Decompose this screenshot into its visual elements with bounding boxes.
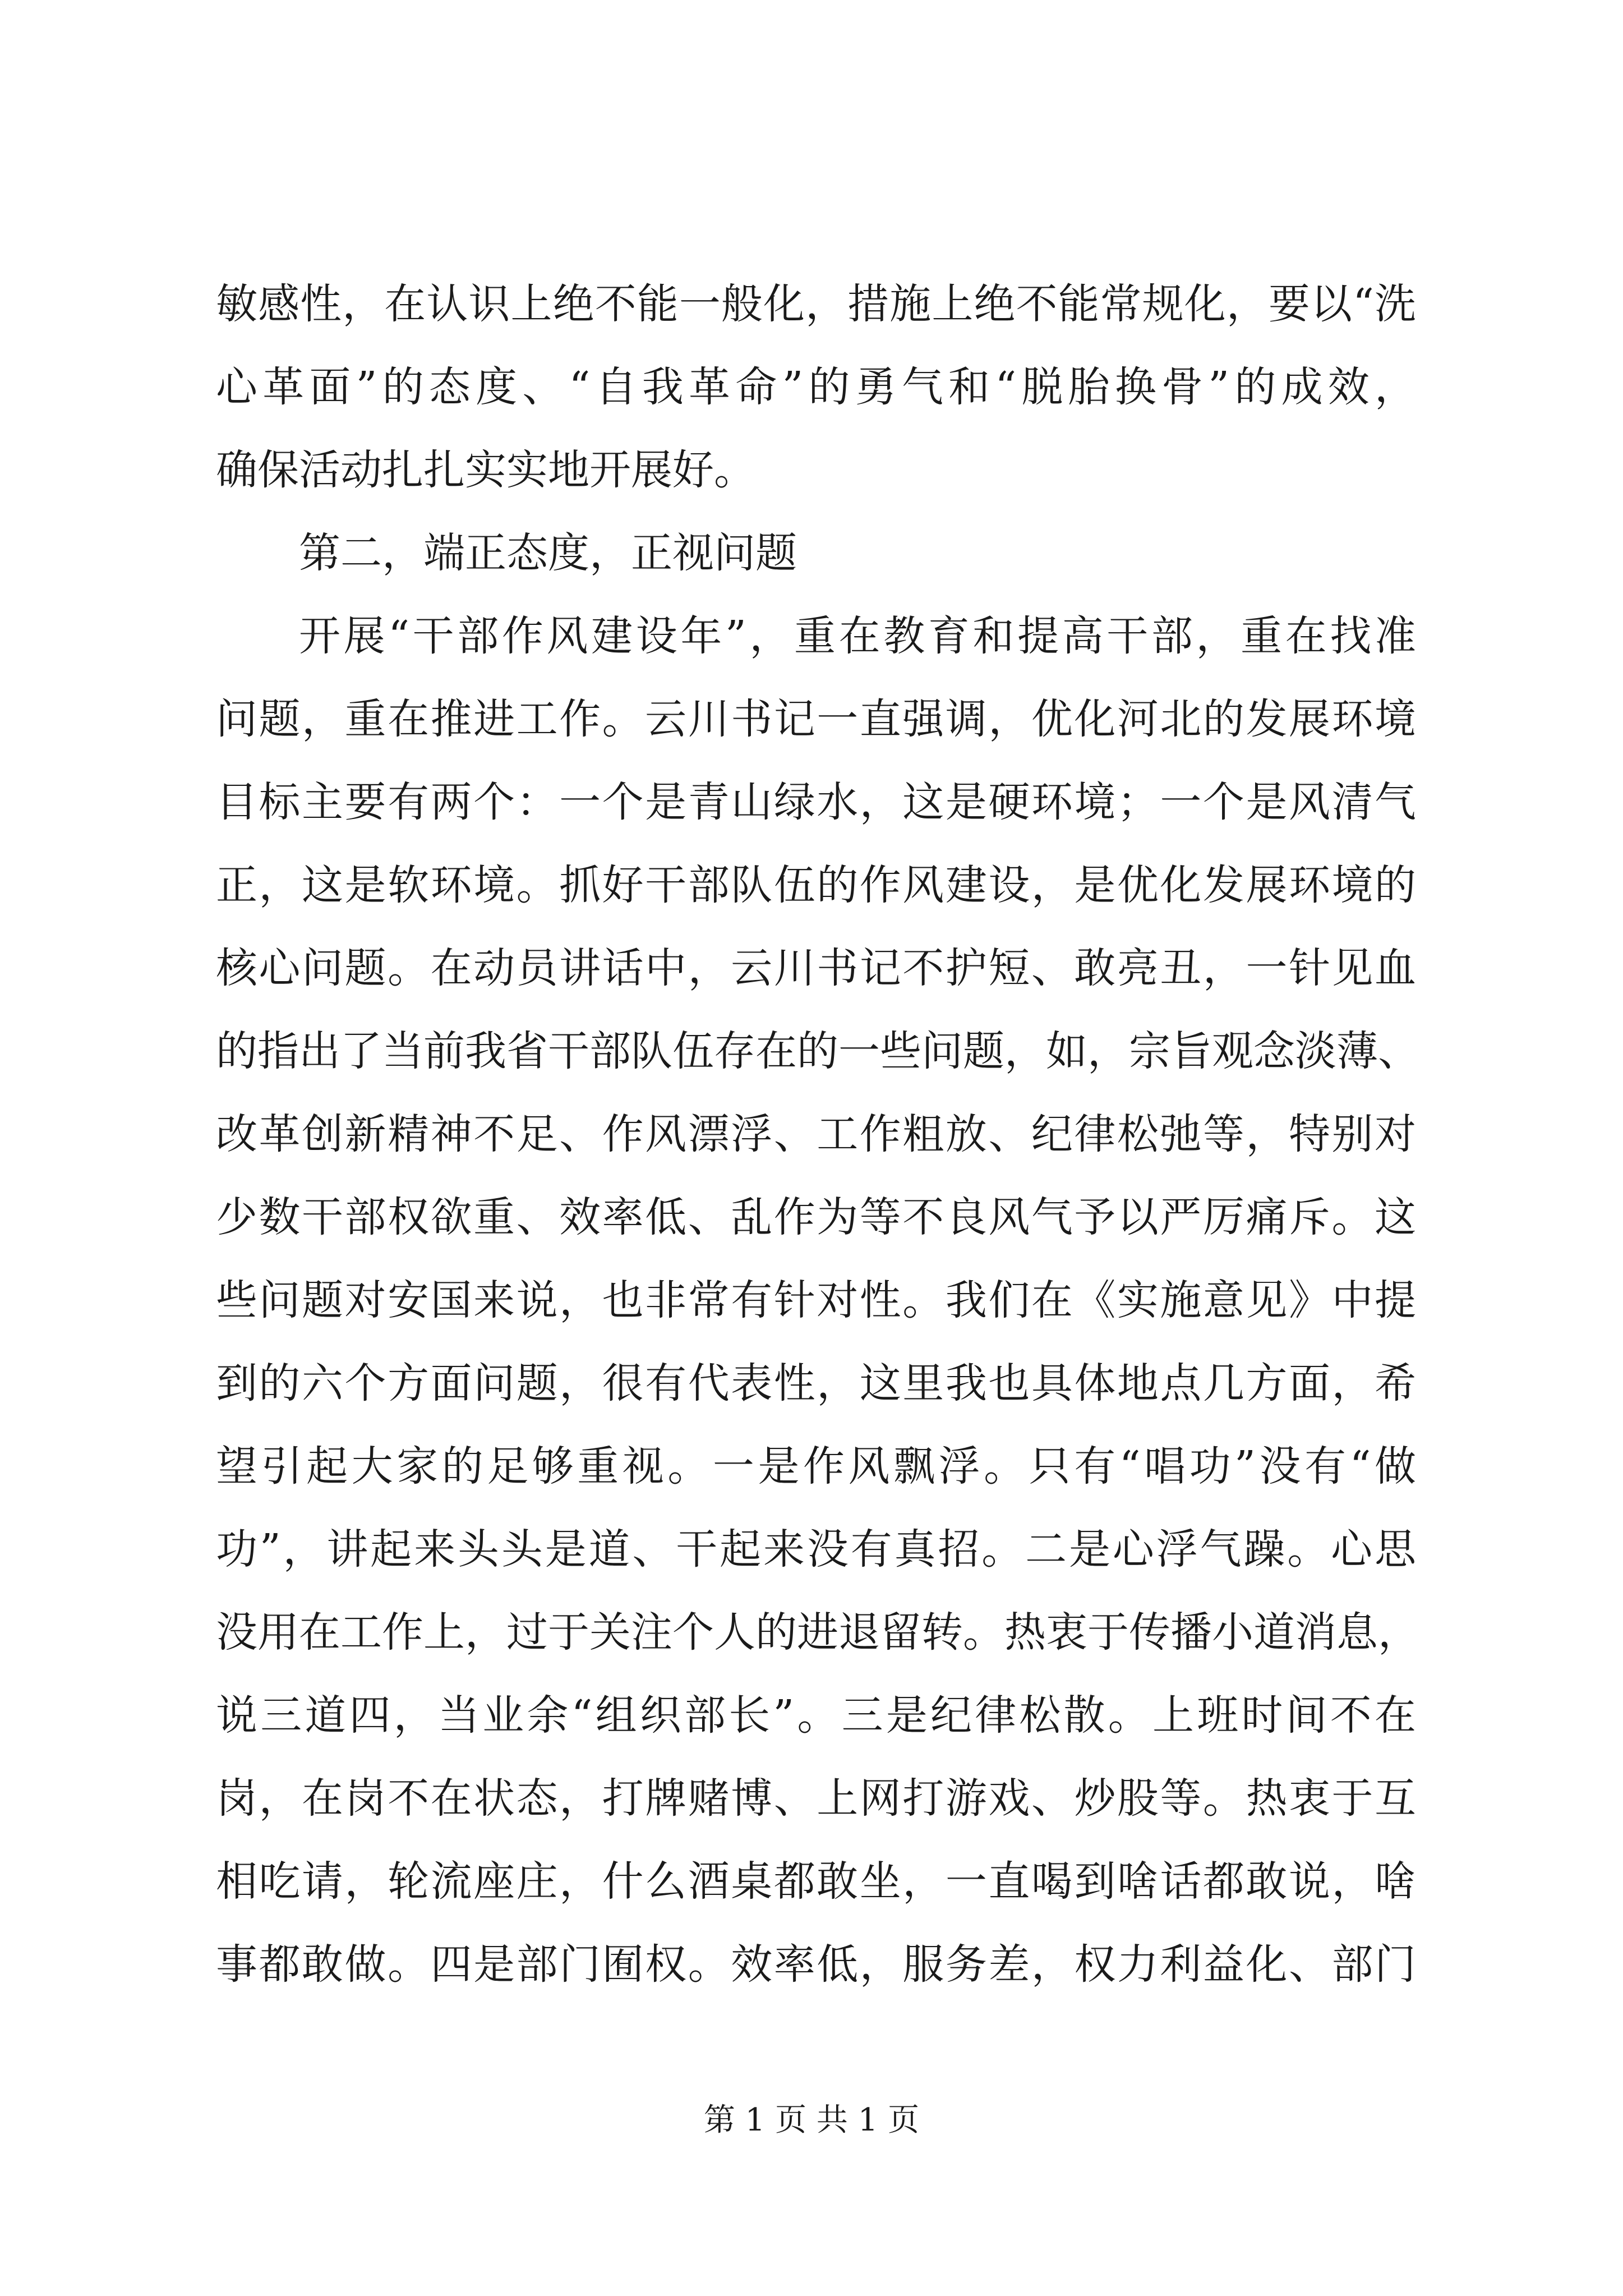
text-line: 正，这是软环境。抓好干部队伍的作风建设，是优化发展环境的	[216, 861, 1416, 909]
text-line: 些问题对安国来说，也非常有针对性。我们在《实施意见》中提	[216, 1276, 1416, 1324]
page-number-label: 第 1 页 共 1 页	[703, 2102, 920, 2138]
text-line: 心革面”的态度、“自我革命”的勇气和“脱胎换骨”的成效，	[216, 363, 1416, 411]
text-line: 敏感性，在认识上绝不能一般化，措施上绝不能常规化，要以“洗	[216, 280, 1416, 328]
text-line: 没用在工作上，过于关注个人的进退留转。热衷于传播小道消息，	[216, 1608, 1419, 1657]
text-line: 说三道四，当业余“组织部长”。三是纪律松散。上班时间不在	[216, 1691, 1416, 1740]
text-line: 少数干部权欲重、效率低、乱作为等不良风气予以严厉痛斥。这	[216, 1193, 1416, 1241]
document-body	[216, 263, 1419, 2006]
text-line: 确保活动扎扎实实地开展好。	[216, 446, 755, 494]
text-line: 问题，重在推进工作。云川书记一直强调，优化河北的发展环境	[216, 695, 1416, 743]
text-line: 功”，讲起来头头是道、干起来没有真招。二是心浮气躁。心思	[216, 1525, 1416, 1573]
text-line: 相吃请，轮流座庄，什么酒桌都敢坐，一直喝到啥话都敢说，啥	[216, 1857, 1416, 1906]
text-line: 事都敢做。四是部门囿权。效率低，服务差，权力利益化、部门	[216, 1940, 1416, 1989]
text-line: 望引起大家的足够重视。一是作风飘浮。只有“唱功”没有“做	[216, 1442, 1416, 1490]
section-heading: 第二，端正态度，正视问题	[299, 529, 797, 577]
text-line: 的指出了当前我省干部队伍存在的一些问题，如，宗旨观念淡薄、	[216, 1027, 1419, 1075]
text-line: 开展“干部作风建设年”，重在教育和提高干部，重在找准	[299, 612, 1416, 660]
page-footer	[0, 2098, 1623, 2143]
text-line: 到的六个方面问题，很有代表性，这里我也具体地点几方面，希	[216, 1359, 1416, 1407]
text-line: 目标主要有两个：一个是青山绿水，这是硬环境；一个是风清气	[216, 778, 1416, 826]
text-line: 改革创新精神不足、作风漂浮、工作粗放、纪律松弛等，特别对	[216, 1110, 1416, 1158]
text-line: 核心问题。在动员讲话中，云川书记不护短、敢亮丑，一针见血	[216, 944, 1416, 992]
text-line: 岗，在岗不在状态，打牌赌博、上网打游戏、炒股等。热衷于互	[216, 1774, 1416, 1823]
